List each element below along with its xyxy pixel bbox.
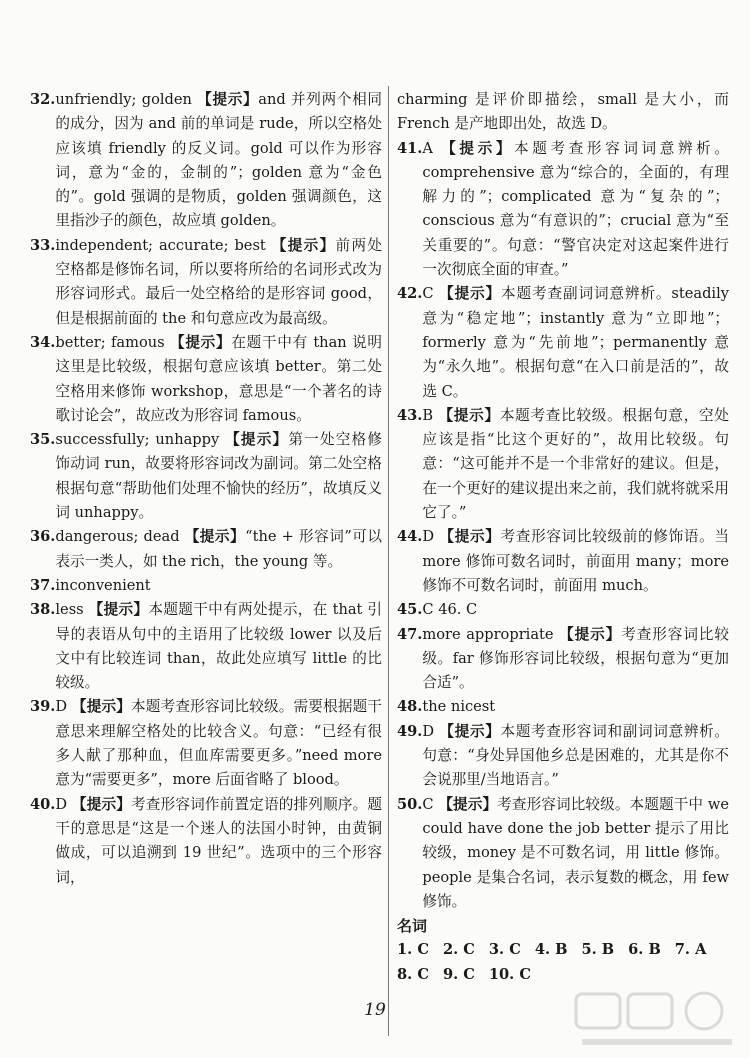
question-number: 39.: [30, 698, 56, 716]
answer-key: C: [422, 795, 439, 813]
question-number: 32.: [30, 91, 56, 108]
watermark-logo: [572, 988, 742, 1052]
answer-key: D: [422, 722, 440, 740]
answer-body: [55, 574, 382, 598]
hint-label: 【提示】: [439, 722, 501, 740]
question-number: 35.: [30, 431, 56, 449]
answer-body: [422, 525, 729, 598]
answer-item: [30, 331, 382, 428]
explanation-text: 本题考查比较级。根据句意，空处应该是指“比这个更好的”，故用比较级。句意：“这可能并不是一个非常好的建议。但是，在一个更好的建议提出来之前，我们就将就采用它了。”: [422, 406, 729, 522]
answer-body: [422, 282, 729, 403]
question-number: 48.: [397, 698, 423, 716]
hint-label: 【提示】: [184, 528, 246, 546]
answer-body: [422, 137, 729, 283]
answer-key: B: [422, 406, 439, 424]
noun-answer-row: [397, 938, 729, 962]
noun-answer: 9. C: [442, 965, 475, 983]
explanation-text: 第一处空格修饰动词 run，故要将形容词改为副词。第二处空格根据句意“帮助他们处理不愉快的经历”，故填反义词 unhappy。: [55, 431, 382, 522]
answer-item: [397, 695, 729, 719]
answer-key: C 46. C: [422, 601, 478, 619]
page-number: 19: [364, 1000, 386, 1020]
hint-label: 【提示】: [439, 528, 501, 546]
question-number: 43.: [397, 406, 423, 424]
question-number: 49.: [397, 722, 423, 740]
answer-body: [422, 623, 729, 696]
answer-key: better; famous: [55, 333, 170, 351]
hint-label: 【提示】: [225, 431, 289, 449]
explanation-text: 考查形容词比较级。far 修饰形容词比较级，根据句意为“更加合适”。: [422, 625, 729, 692]
explanation-text: 本题考查形容词和副词词意辨析。句意：“身处异国他乡总是困难的，尤其是你不会说那里/当地语言。”: [422, 722, 729, 789]
question-number: 45.: [397, 601, 423, 619]
right-answer-list: [397, 137, 729, 915]
answer-key: less: [55, 601, 89, 619]
noun-answer: 8. C: [397, 965, 429, 983]
question-number: 42.: [397, 285, 423, 303]
answer-key: A: [422, 139, 442, 157]
answer-item: [397, 137, 729, 283]
answer-item: [397, 623, 729, 696]
answer-body: [422, 793, 729, 914]
noun-answer: 7. A: [674, 941, 707, 959]
answer-item: [30, 88, 382, 234]
noun-answer: 6. B: [628, 941, 661, 959]
explanation-text: 本题题干中有两处提示，在 that 引导的表语从句中的主语用了比较级 lower 以及后文中有比较连词 than，故此处应填写 little 的比较级。: [55, 601, 382, 692]
hint-label: 【提示】: [559, 625, 622, 643]
answer-body: [55, 331, 382, 428]
answer-body: [422, 695, 729, 719]
explanation-text: 前两处空格都是修饰名词，所以要将所给的名词形式改为形容词形式。最后一处空格给的是形容词 good，但是根据前面的 the 和句意应改为最高级。: [55, 236, 382, 327]
answer-item: [397, 282, 729, 403]
question-number: 33.: [30, 236, 56, 254]
question-number: 36.: [30, 528, 56, 546]
answer-key: unfriendly; golden: [55, 91, 198, 108]
explanation-text: 考查形容词比较级前的修饰语。当 more 修饰可数名词时，前面用 many；more 修饰不可数名词时，前面用 much。: [422, 528, 729, 594]
answer-item: [30, 428, 382, 525]
answer-body: [55, 793, 382, 890]
answer-body: [422, 404, 729, 525]
answer-key: more appropriate: [422, 625, 560, 643]
answer-body: [55, 428, 382, 525]
answer-body: [422, 598, 729, 622]
answer-body: [55, 695, 382, 792]
answer-key: D: [422, 528, 440, 546]
question-number: 38.: [30, 601, 56, 619]
noun-answer: 3. C: [488, 941, 521, 959]
answer-key: inconvenient: [55, 576, 151, 594]
right-column: [397, 88, 729, 987]
answer-item: [30, 574, 382, 598]
answer-key: D: [55, 698, 72, 716]
answer-item: [397, 793, 729, 914]
hint-label: 【提示】: [170, 333, 232, 351]
answer-key: the nicest: [422, 698, 496, 716]
noun-section-title: 名词: [397, 917, 428, 936]
question-number: 44.: [397, 528, 423, 546]
answer-item: [30, 598, 382, 695]
hint-label: 【提示】: [71, 698, 132, 716]
answer-key: dangerous; dead: [55, 528, 185, 546]
explanation-text: 本题考查副词词意辨析。steadily 意为“稳定地”；instantly 意为“立即地”；formerly 意为“先前地”；permanently 意为“永久地”。根据句意“在入口前是活的”，故选 C。: [422, 285, 729, 400]
answer-body: [55, 234, 382, 331]
answer-body: [55, 598, 382, 695]
noun-answer-grid: [397, 938, 729, 987]
answer-body: [55, 88, 382, 234]
answer-key: independent; accurate; best: [55, 236, 272, 254]
answer-item: [397, 525, 729, 598]
hint-label: 【提示】: [88, 601, 149, 619]
explanation-text: 本题考查形容词比较级。需要根据题干意思来理解空格处的比较含义。句意：“已经有很多人献了那种血，但血库需要更多。”need more 意为“需要更多”，more 后面省略了 blood。: [55, 698, 382, 789]
noun-answer: 2. C: [442, 941, 475, 959]
explanation-text: 在题干中有 than 说明这里是比较级，根据句意应该填 better。第二处空格用来修饰 workshop，意思是“一个著名的诗歌讨论会”，故应改为形容词 famous。: [55, 333, 382, 424]
answer-item: [30, 695, 382, 792]
question-number: 40.: [30, 795, 56, 813]
hint-label: 【提示】: [271, 236, 336, 254]
answer-item: [30, 793, 382, 890]
continued-answer-text: charming 是评价即描绘，small 是大小，而 French 是产地即出处，故选 D。: [397, 91, 729, 133]
answer-key: D: [55, 795, 72, 813]
explanation-text: and 并列两个相同的成分，因为 and 前的单词是 rude，所以空格处应该填 friendly 的反义词。gold 可以作为形容词，意为“金的，金制的”；golden 意为“金色的”。gold 强调的是物质，golden 强调颜色，这里指沙子的颜色，故应填 golden。: [55, 91, 382, 230]
explanation-text: 本题考查形容词词意辨析。comprehensive 意为“综合的，全面的，有理解力的”；complicated 意为“复杂的”；conscious 意为“有意识的”；crucial 意为“至关重要的”。句意：“警官决定对这起案件进行一次彻底全面的审查。”: [422, 139, 729, 279]
hint-label: 【提示】: [197, 91, 259, 108]
answer-key: successfully; unhappy: [55, 431, 226, 449]
column-divider: [388, 86, 389, 1036]
question-number: 34.: [30, 333, 56, 351]
hint-label: 【提示】: [438, 795, 498, 813]
hint-label: 【提示】: [71, 795, 132, 813]
answer-body: [422, 720, 729, 793]
question-number: 37.: [30, 576, 56, 594]
answer-item: [30, 234, 382, 331]
explanation-text: “the + 形容词”可以表示一类人，如 the rich，the young 等。: [55, 528, 382, 570]
noun-answer: 1. C: [397, 941, 429, 959]
answer-item: [397, 720, 729, 793]
left-column: [30, 88, 382, 890]
noun-answer: 5. B: [581, 941, 615, 959]
noun-answer: 10. C: [488, 965, 531, 983]
noun-answer: 4. B: [534, 941, 568, 959]
question-number: 41.: [397, 139, 423, 157]
answer-item: [30, 525, 382, 574]
question-number: 47.: [397, 625, 423, 643]
answer-body: [55, 525, 382, 574]
question-number: 50.: [397, 795, 423, 813]
answer-item: [397, 598, 729, 622]
explanation-text: 考查形容词比较级。本题题干中 we could have done the job better 提示了用比较级，money 是不可数名词，用 little 修饰。people 是集合名词，表示复数的概念，用 few 修饰。: [422, 795, 729, 910]
explanation-text: 考查形容词作前置定语的排列顺序。题干的意思是“这是一个迷人的法国小时钟，由黄铜做成，可以追溯到 19 世纪”。选项中的三个形容词，: [55, 795, 382, 886]
answer-item: [397, 404, 729, 525]
hint-label: 【提示】: [439, 285, 502, 303]
answer-key: C: [422, 285, 440, 303]
noun-answer-row: [397, 963, 729, 987]
hint-label: 【提示】: [438, 406, 500, 424]
hint-label: 【提示】: [441, 139, 515, 157]
